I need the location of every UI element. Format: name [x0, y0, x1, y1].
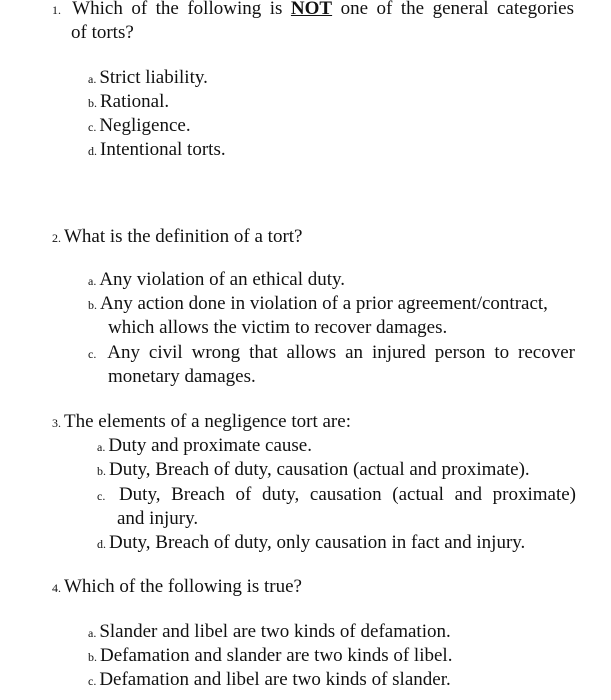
option-letter: c.: [88, 347, 97, 361]
option-text: Rational.: [100, 91, 170, 112]
option-letter: a.: [88, 72, 97, 86]
option-letter: b.: [88, 96, 97, 110]
question-2-option-c: [88, 341, 575, 366]
question-3-option-a: [97, 434, 312, 459]
question-1-option-d: [88, 138, 226, 163]
question-2-number: 2.: [52, 231, 61, 245]
question-2-option-c-continuation: monetary damages.: [108, 366, 256, 387]
question-1-emphasis: NOT: [290, 0, 333, 19]
option-letter: c.: [88, 120, 97, 134]
option-letter: a.: [88, 274, 97, 288]
option-text: Slander and libel are two kinds of defamation.: [99, 621, 451, 642]
option-letter: c.: [97, 489, 106, 503]
option-letter: d.: [97, 537, 106, 551]
option-text: Strict liability.: [99, 67, 208, 88]
option-text: Defamation and libel are two kinds of slander.: [99, 669, 451, 690]
question-3-option-c: [97, 483, 576, 508]
option-text: Intentional torts.: [100, 139, 226, 160]
question-3-option-d: [97, 531, 525, 556]
option-text: Negligence.: [99, 115, 191, 136]
option-letter: c.: [88, 674, 97, 688]
question-1-option-b: [88, 90, 169, 115]
question-1-text-start: Which of the following is: [72, 0, 283, 19]
option-text: Duty and proximate cause.: [108, 435, 312, 456]
question-1-option-a: [88, 66, 208, 91]
question-4-text: Which of the following is true?: [64, 576, 302, 597]
question-1-option-c: [88, 114, 191, 139]
question-1-line-1: [52, 0, 574, 22]
option-letter: b.: [88, 298, 97, 312]
question-1-line-2: of torts?: [71, 22, 134, 43]
question-3-text: The elements of a negligence tort are:: [64, 411, 351, 432]
question-4-option-a: [88, 620, 451, 645]
question-4-number: 4.: [52, 581, 61, 595]
question-2-option-b-continuation: which allows the victim to recover damages.: [108, 317, 448, 338]
option-text: Any action done in violation of a prior agreement/contract,: [100, 293, 548, 314]
option-text: Duty, Breach of duty, only causation in fact and injury.: [109, 532, 526, 553]
option-text: Duty, Breach of duty, causation (actual and proximate): [118, 484, 576, 505]
question-2-text: What is the definition of a tort?: [64, 226, 303, 247]
question-2-option-a: [88, 268, 345, 293]
option-letter: a.: [97, 440, 106, 454]
question-1-number: 1.: [52, 3, 61, 17]
question-1-text-end: one of the general categories: [340, 0, 574, 19]
option-text: Duty, Breach of duty, causation (actual and proximate).: [109, 459, 530, 480]
option-text: Any civil wrong that allows an injured person to recover: [107, 342, 576, 363]
question-2: [52, 225, 302, 250]
question-3-option-b: [97, 458, 530, 483]
option-text: Defamation and slander are two kinds of libel.: [100, 645, 453, 666]
option-letter: a.: [88, 626, 97, 640]
option-text: Any violation of an ethical duty.: [99, 269, 346, 290]
option-letter: b.: [88, 650, 97, 664]
question-4: [52, 575, 302, 600]
question-4-option-c: [88, 668, 451, 693]
question-3-number: 3.: [52, 416, 61, 430]
question-4-option-b: [88, 644, 452, 669]
question-2-option-b: [88, 292, 548, 317]
option-letter: d.: [88, 144, 97, 158]
question-3-option-c-continuation: and injury.: [117, 508, 199, 529]
question-3: [52, 410, 351, 435]
option-letter: b.: [97, 464, 106, 478]
